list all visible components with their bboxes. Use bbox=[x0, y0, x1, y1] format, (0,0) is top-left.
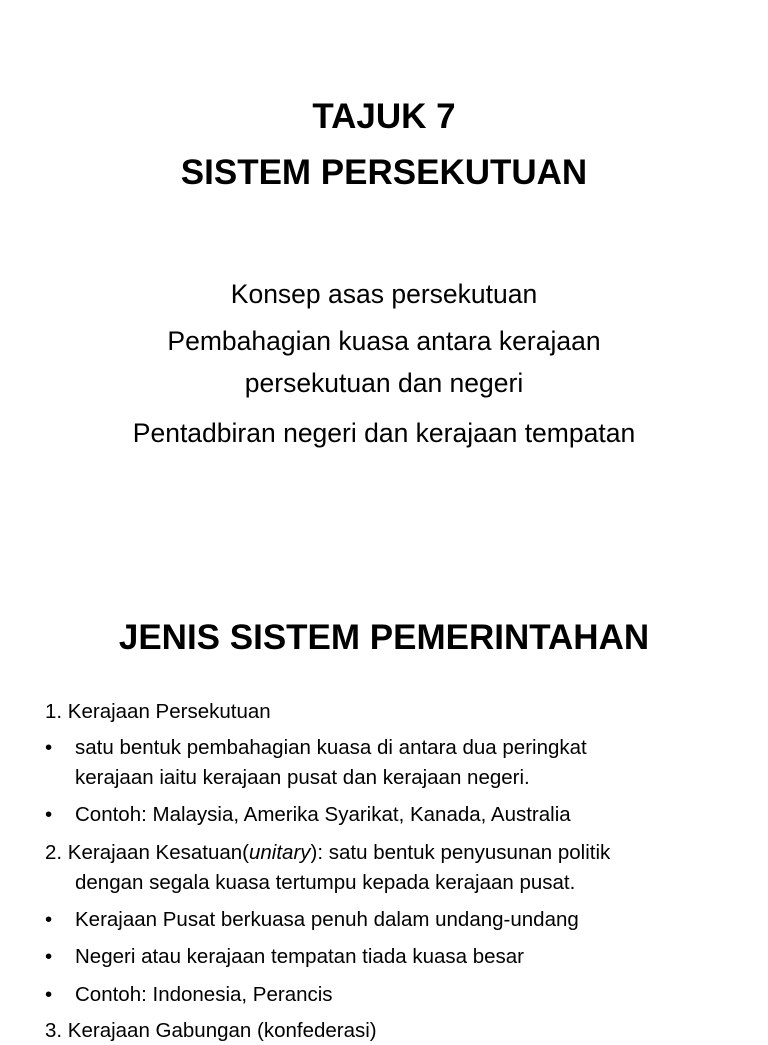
bullet-text: Contoh: Malaysia, Amerika Syarikat, Kanada, Australia bbox=[75, 803, 571, 826]
list-item-label-continuation: dengan segala kuasa tertumpu kepada kerajaan pusat. bbox=[75, 871, 576, 894]
subtitle-line: persekutuan dan negeri bbox=[244, 368, 524, 398]
bullet-icon: • bbox=[45, 736, 53, 759]
bullet-text: satu bentuk pembahagian kuasa di antara dua peringkat bbox=[75, 736, 587, 759]
bullet-icon: • bbox=[45, 983, 53, 1006]
subtitle-line: Konsep asas persekutuan bbox=[230, 279, 538, 309]
list-item-label: 1. Kerajaan Persekutuan bbox=[45, 700, 271, 723]
bullet-item bbox=[45, 733, 745, 762]
subtitle-line: Pentadbiran negeri dan kerajaan tempatan bbox=[132, 418, 636, 448]
subtitle-line: Pembahagian kuasa antara kerajaan bbox=[167, 326, 601, 356]
slide-title-heading-topic: TAJUK 7 bbox=[312, 97, 456, 136]
bullet-text: Kerajaan Pusat berkuasa penuh dalam undang-undang bbox=[75, 908, 579, 931]
slide-heading: JENIS SISTEM PEMERINTAHAN bbox=[118, 618, 650, 657]
bullet-text: Negeri atau kerajaan tempatan tiada kuasa besar bbox=[75, 945, 525, 968]
bullet-item bbox=[45, 905, 745, 934]
list-item-label-italic: unitary bbox=[249, 841, 311, 864]
bullet-icon: • bbox=[45, 945, 53, 968]
bullet-icon: • bbox=[45, 803, 53, 826]
slide-content bbox=[0, 576, 768, 1042]
bullet-item bbox=[45, 980, 745, 1009]
list-item-label-suffix: ): satu bentuk penyusunan politik bbox=[310, 841, 611, 864]
bullet-item bbox=[45, 942, 745, 971]
list-item-label: 3. Kerajaan Gabungan (konfederasi) bbox=[45, 1019, 377, 1042]
list-item-label-prefix: 2. Kerajaan Kesatuan( bbox=[45, 841, 249, 864]
slide-title-heading-main: SISTEM PERSEKUTUAN bbox=[180, 153, 588, 192]
list-item-label bbox=[45, 838, 745, 867]
bullet-item bbox=[45, 800, 745, 829]
bullet-icon: • bbox=[45, 908, 53, 931]
bullet-text: Contoh: Indonesia, Perancis bbox=[75, 983, 333, 1006]
bullet-text-continuation: kerajaan iaitu kerajaan pusat dan kerajaan negeri. bbox=[75, 766, 530, 789]
